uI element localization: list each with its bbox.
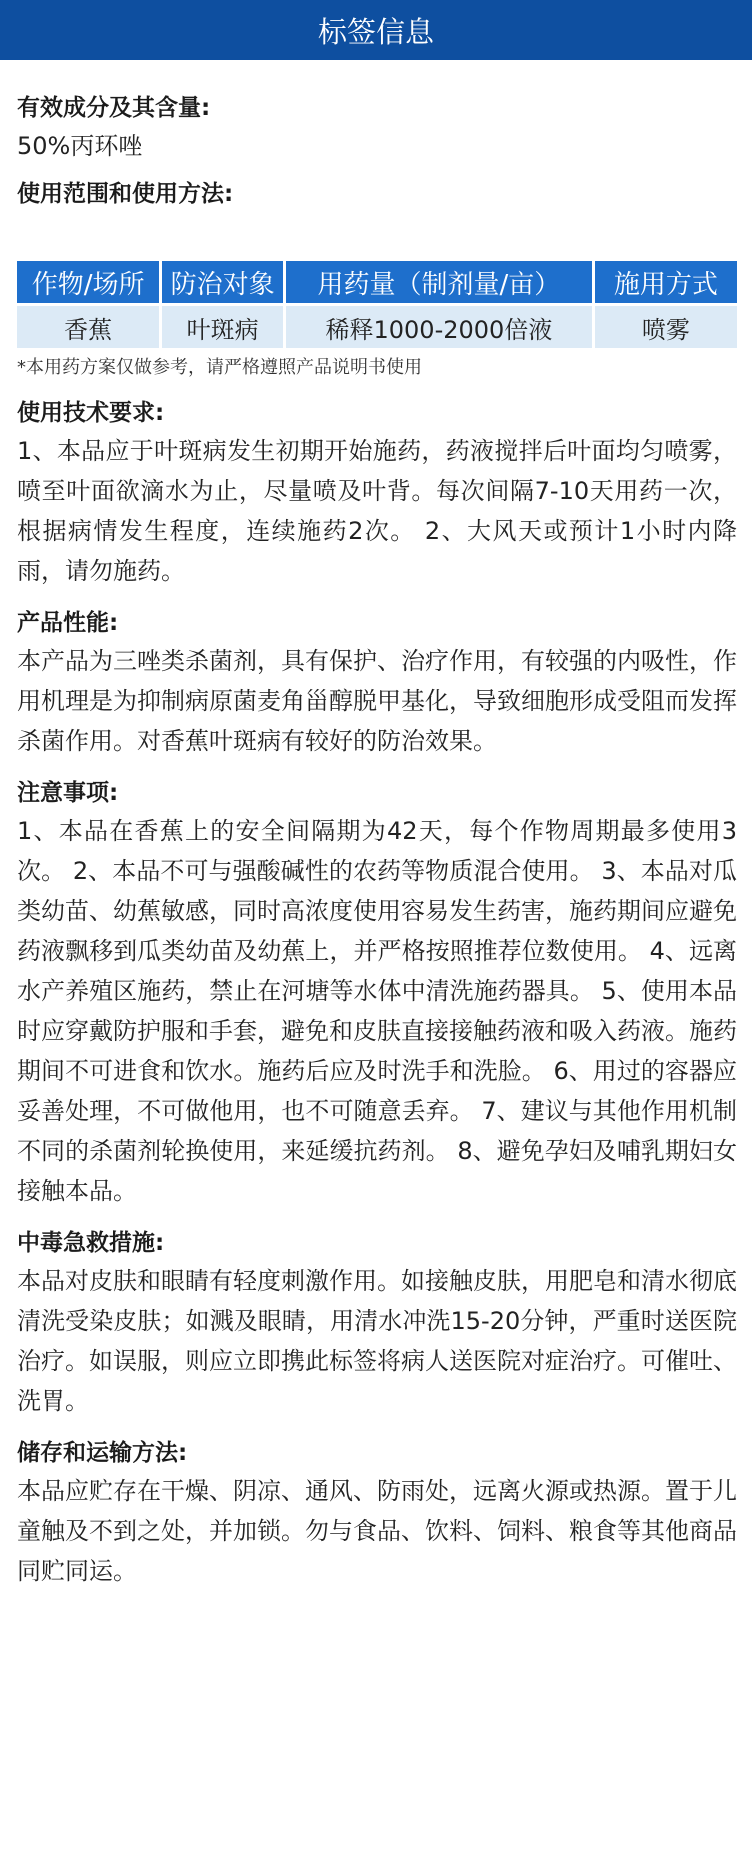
firstaid-body: 本品对皮肤和眼睛有轻度刺激作用。如接触皮肤，用肥皂和清水彻底清洗受染皮肤；如溅及眼睛，用清水冲洗15-20分钟，严重时送医院治疗。如误服，则应立即携此标签将病人送医院对症治疗。可催吐、洗胃。 — [17, 1267, 737, 1415]
tech-title: 使用技术要求: — [17, 400, 165, 426]
tech-body: 1、本品应于叶斑病发生初期开始施药，药液搅拌后叶面均匀喷雾，喷至叶面欲滴水为止，尽量喷及叶背。每次间隔7-10天用药一次，根据病情发生程度，连续施药2次。 2、大风天或预计1小时内降雨，请勿施药。 — [17, 437, 737, 585]
scope-title: 使用范围和使用方法: — [17, 181, 234, 207]
caution-section — [17, 775, 737, 1211]
tech-section — [17, 395, 737, 591]
scope-section — [17, 176, 737, 212]
firstaid-title: 中毒急救措施: — [17, 1230, 165, 1256]
firstaid-section — [17, 1225, 737, 1421]
table-cell-method: 喷雾 — [595, 306, 737, 348]
ingredient-body: 50%丙环唑 — [17, 132, 143, 160]
table-cell-crop: 香蕉 — [17, 306, 159, 348]
usage-table — [14, 258, 740, 351]
table-header-dosage: 用药量（制剂量/亩） — [286, 261, 592, 303]
performance-body: 本产品为三唑类杀菌剂，具有保护、治疗作用，有较强的内吸性，作用机理是为抑制病原菌麦角甾醇脱甲基化，导致细胞形成受阻而发挥杀菌作用。对香蕉叶斑病有较好的防治效果。 — [17, 647, 737, 755]
label-content — [0, 90, 752, 1591]
performance-title: 产品性能: — [17, 610, 119, 636]
caution-title: 注意事项: — [17, 780, 119, 806]
usage-table-wrapper — [17, 258, 737, 381]
table-row — [17, 306, 737, 348]
usage-note: *本用药方案仅做参考，请严格遵照产品说明书使用 — [17, 357, 422, 378]
table-cell-dosage: 稀释1000-2000倍液 — [286, 306, 592, 348]
storage-title: 储存和运输方法: — [17, 1440, 188, 1466]
ingredient-title: 有效成分及其含量: — [17, 95, 211, 121]
table-header-method: 施用方式 — [595, 261, 737, 303]
storage-body: 本品应贮存在干燥、阴凉、通风、防雨处，远离火源或热源。置于儿童触及不到之处，并加锁。勿与食品、饮料、饲料、粮食等其他商品同贮同运。 — [17, 1477, 737, 1585]
ingredient-section — [17, 90, 737, 166]
page-title: 标签信息 — [317, 14, 434, 49]
table-header-crop: 作物/场所 — [17, 261, 159, 303]
table-header-target: 防治对象 — [162, 261, 283, 303]
performance-section — [17, 605, 737, 761]
usage-table-header-row — [17, 261, 737, 303]
page-header — [0, 0, 752, 60]
caution-body: 1、本品在香蕉上的安全间隔期为42天，每个作物周期最多使用3次。 2、本品不可与强酸碱性的农药等物质混合使用。 3、本品对瓜类幼苗、幼蕉敏感，同时高浓度使用容易发生药害，施药期间应避免药液飘移到瓜类幼苗及幼蕉上，并严格按照推荐位数使用。 4、远离水产养殖区施药，禁止在河塘等水体中清洗施药器具。 5、使用本品时应穿戴防护服和手套，避免和皮肤直接接触药液和吸入药液。施药期间不可进食和饮水。施药后应及时洗手和洗脸。 6、用过的容器应妥善处理，不可做他用，也不可随意丢弃。 7、建议与其他作用机制不同的杀菌剂轮换使用，来延缓抗药剂。 8、避免孕妇及哺乳期妇女接触本品。 — [17, 817, 737, 1205]
table-cell-target: 叶斑病 — [162, 306, 283, 348]
storage-section — [17, 1435, 737, 1591]
